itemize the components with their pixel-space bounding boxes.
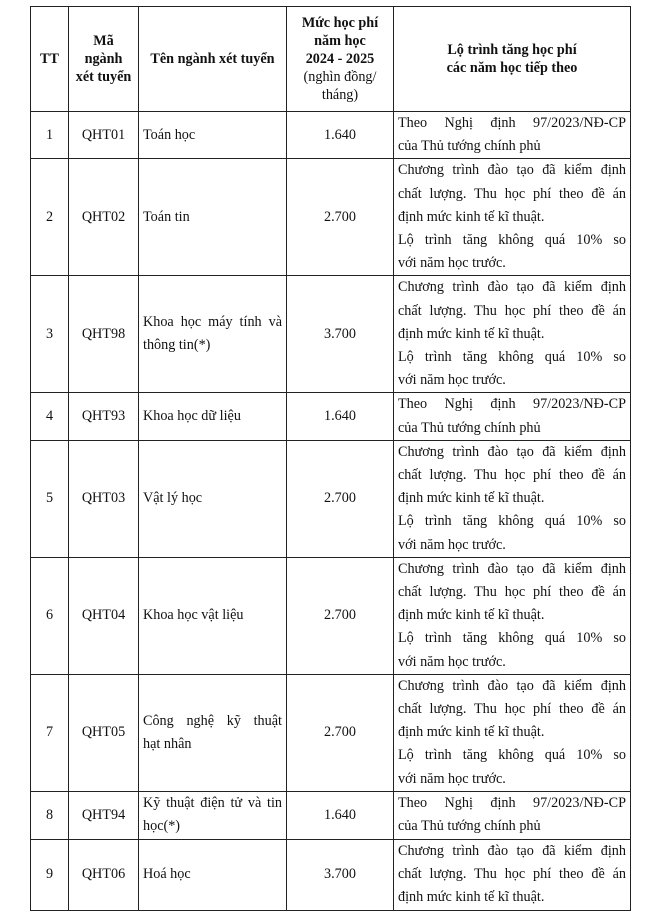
table-row [31,839,631,910]
header-fee [287,7,394,112]
row-note-line3: định mức kinh tế kĩ thuật. [398,724,545,741]
row-note [394,159,631,276]
table-row [31,159,631,276]
row-fee: 1.640 [287,791,394,839]
table-row [31,791,631,839]
row-tt: 3 [31,276,69,393]
row-note-line3: định mức kinh tế kĩ thuật. [398,607,545,624]
row-code: QHT04 [69,557,139,674]
row-note-line5: với năm học trước. [398,372,506,389]
row-tt: 9 [31,839,69,910]
row-note-line2: chất lượng. Thu học phí theo đề án [398,701,626,718]
row-code: QHT94 [69,791,139,839]
row-fee: 3.700 [287,276,394,393]
row-name [139,557,287,674]
header-code-line3: xét tuyển [75,69,132,85]
row-name-line1: Công nghệ kỹ thuật [143,712,282,729]
row-note-line4: Lộ trình tăng không quá 10% so [398,232,626,249]
row-note-line5: với năm học trước. [398,536,506,553]
row-tt: 7 [31,674,69,791]
row-note-line5: với năm học trước. [398,653,506,670]
table-row [31,393,631,440]
row-name-line1: Khoa học máy tính và [143,314,282,331]
row-note [394,393,631,440]
row-tt: 6 [31,557,69,674]
row-name [139,674,287,791]
row-note-line2: chất lượng. Thu học phí theo đề án [398,185,626,202]
row-fee: 2.700 [287,674,394,791]
row-name-line2: thông tin(*) [143,337,211,354]
header-roadmap-line1: Lộ trình tăng học phí [447,42,577,58]
table-row [31,674,631,791]
header-fee-line5: tháng) [321,87,359,103]
row-code: QHT06 [69,839,139,910]
row-tt: 4 [31,393,69,440]
row-note-line1: Theo Nghị định 97/2023/NĐ-CP [398,794,626,811]
row-tt: 5 [31,440,69,557]
row-note-line5: với năm học trước. [398,770,506,787]
row-note-line4: Lộ trình tăng không quá 10% so [398,513,626,530]
table-row [31,112,631,159]
row-code: QHT02 [69,159,139,276]
row-name-line1: Vật lý học [143,490,203,507]
row-note-line2: chất lượng. Thu học phí theo đề án [398,584,626,601]
row-note-line4: Lộ trình tăng không quá 10% so [398,630,626,647]
row-note-line2: chất lượng. Thu học phí theo đề án [398,302,626,319]
table-row [31,276,631,393]
row-note-line1: Chương trình đào tạo đã kiểm định [398,842,626,859]
row-name [139,112,287,159]
tuition-table [30,6,631,911]
table-row [31,440,631,557]
row-code: QHT98 [69,276,139,393]
row-name [139,791,287,839]
row-note-line1: Theo Nghị định 97/2023/NĐ-CP [398,396,626,413]
header-roadmap [394,7,631,112]
row-note-line2: của Thủ tướng chính phủ [398,419,541,436]
row-note [394,557,631,674]
row-code: QHT05 [69,674,139,791]
row-name [139,276,287,393]
row-note-line4: Lộ trình tăng không quá 10% so [398,747,626,764]
row-code: QHT03 [69,440,139,557]
row-name [139,159,287,276]
header-tt: TT [31,7,69,112]
header-name: Tên ngành xét tuyển [139,7,287,112]
row-note-line2: chất lượng. Thu học phí theo đề án [398,866,626,883]
row-fee: 3.700 [287,839,394,910]
row-fee: 1.640 [287,393,394,440]
row-tt: 8 [31,791,69,839]
header-row [31,7,631,112]
row-name-line1: Toán tin [143,208,190,225]
row-tt: 1 [31,112,69,159]
row-note-line1: Chương trình đào tạo đã kiểm định [398,677,626,694]
row-note-line2: của Thủ tướng chính phủ [398,138,541,155]
header-fee-line1: Mức học phí [301,15,379,31]
row-fee: 2.700 [287,557,394,674]
row-note-line1: Chương trình đào tạo đã kiểm định [398,162,626,179]
row-name-line1: Khoa học vật liệu [143,607,244,624]
header-code [69,7,139,112]
header-code-line1: Mã [93,33,114,49]
row-name [139,440,287,557]
row-fee: 2.700 [287,159,394,276]
row-note [394,440,631,557]
header-code-line2: ngành [84,51,123,67]
row-fee: 1.640 [287,112,394,159]
row-note-line3: định mức kinh tế kĩ thuật. [398,325,545,342]
row-note-line2: của Thủ tướng chính phủ [398,818,541,835]
row-name-line2: học(*) [143,818,181,835]
row-note-line1: Chương trình đào tạo đã kiểm định [398,443,626,460]
row-note-line3: định mức kinh tế kĩ thuật. [398,889,545,906]
row-tt: 2 [31,159,69,276]
row-note [394,839,631,910]
row-fee: 2.700 [287,440,394,557]
row-name-line1: Kỹ thuật điện tử và tin [143,795,282,812]
row-note-line3: định mức kinh tế kĩ thuật. [398,490,545,507]
tuition-table-wrapper [30,6,631,911]
row-name [139,839,287,910]
header-roadmap-line2: các năm học tiếp theo [446,60,578,76]
header-fee-line4: (nghìn đồng/ [303,69,377,85]
row-code: QHT01 [69,112,139,159]
row-name-line1: Toán học [143,126,196,143]
header-fee-line2: năm học [314,33,366,49]
row-note [394,791,631,839]
row-note [394,276,631,393]
row-note [394,674,631,791]
row-note-line3: định mức kinh tế kĩ thuật. [398,208,545,225]
row-note-line5: với năm học trước. [398,255,506,272]
row-note-line4: Lộ trình tăng không quá 10% so [398,349,626,366]
row-note-line1: Theo Nghị định 97/2023/NĐ-CP [398,115,626,131]
row-note-line1: Chương trình đào tạo đã kiểm định [398,560,626,577]
row-note-line1: Chương trình đào tạo đã kiểm định [398,279,626,296]
header-fee-line3: 2024 - 2025 [305,51,375,67]
row-name [139,393,287,440]
table-row [31,557,631,674]
row-name-line2: hạt nhân [143,735,192,752]
row-note-line2: chất lượng. Thu học phí theo đề án [398,467,626,484]
row-name-line1: Hoá học [143,866,191,883]
row-code: QHT93 [69,393,139,440]
row-name-line1: Khoa học dữ liệu [143,408,241,425]
row-note [394,112,631,159]
